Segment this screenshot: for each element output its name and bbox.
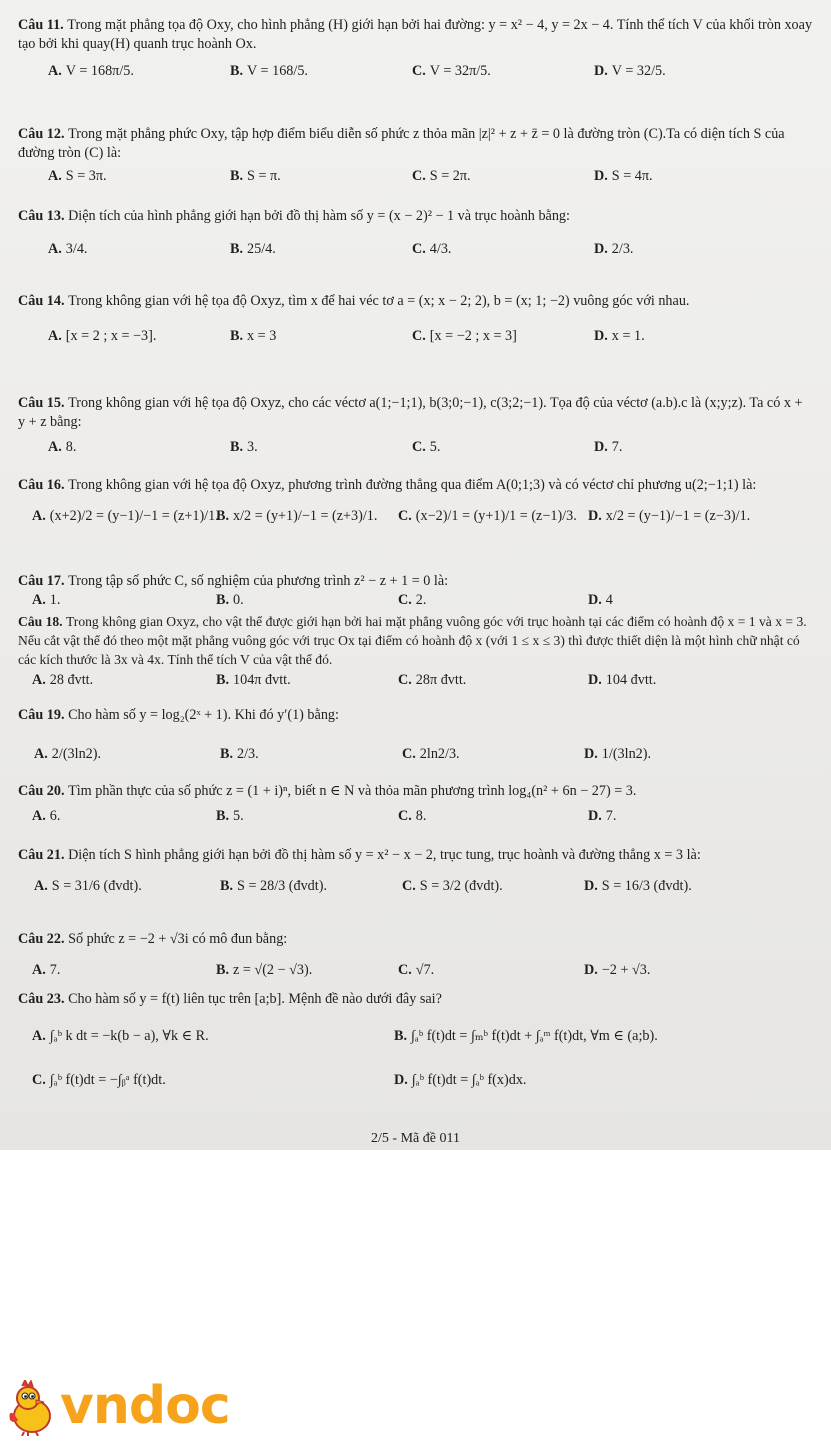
option-key: B.: [216, 672, 230, 688]
option-key: B.: [394, 1028, 408, 1044]
option-key: D.: [588, 592, 602, 608]
options-row: [18, 877, 818, 905]
question-label: Câu 22.: [18, 931, 69, 947]
option-c[interactable]: C. 5.: [412, 439, 441, 455]
question-label: Câu 18.: [18, 614, 66, 629]
option-key: B.: [220, 746, 234, 762]
option-key: A.: [48, 241, 62, 257]
option-key: B.: [230, 241, 244, 257]
question-stem: Câu 19. Cho hàm số y = log₂(2ˣ + 1). Khi đó y′(1) bằng:: [18, 707, 339, 723]
question-12: [18, 125, 818, 195]
option-key: C.: [412, 241, 426, 257]
question-20: [18, 782, 818, 835]
option-key: A.: [48, 328, 62, 344]
option-key: A.: [48, 63, 62, 79]
vndoc-logo[interactable]: [6, 1376, 236, 1436]
option-d[interactable]: D. S = 16/3 (đvdt).: [584, 878, 692, 894]
option-key: A.: [32, 1028, 46, 1044]
option-key: A.: [48, 439, 62, 455]
question-label: Câu 14.: [18, 293, 69, 309]
option-key: A.: [34, 746, 48, 762]
option-b[interactable]: B. V = 168/5.: [230, 63, 308, 79]
option-d[interactable]: D. 7.: [588, 808, 617, 824]
question-stem: Câu 23. Cho hàm số y = f(t) liên tục trên [a;b]. Mệnh đề nào dưới đây sai?: [18, 991, 442, 1007]
question-stem: Câu 20. Tìm phần thực của số phức z = (1 + i)ⁿ, biết n ∈ N và thỏa mãn phương trình log₄(n² + 6n − 27) = 3.: [18, 783, 637, 799]
option-key: D.: [588, 808, 602, 824]
question-18: [18, 612, 818, 699]
option-c[interactable]: C. S = 2π.: [412, 168, 471, 184]
option-key: C.: [398, 672, 412, 688]
option-key: C.: [412, 63, 426, 79]
option-c[interactable]: C. (x−2)/1 = (y+1)/1 = (z−1)/3.: [398, 508, 577, 524]
option-key: C.: [412, 168, 426, 184]
option-a[interactable]: A. [x = 2 ; x = −3].: [48, 328, 157, 344]
question-stem: Câu 17. Trong tập số phức C, số nghiệm của phương trình z² − z + 1 = 0 là:: [18, 573, 449, 589]
options-row: [18, 167, 818, 195]
option-c[interactable]: C. 2.: [398, 592, 427, 608]
options-row: [18, 671, 818, 699]
option-b[interactable]: B. S = π.: [230, 168, 281, 184]
question-label: Câu 13.: [18, 208, 69, 224]
option-key: A.: [48, 168, 62, 184]
option-d[interactable]: D. 1/(3ln2).: [584, 746, 652, 762]
option-key: A.: [34, 878, 48, 894]
options-row: [18, 961, 818, 989]
question-label: Câu 15.: [18, 395, 69, 411]
option-key: C.: [402, 746, 416, 762]
question-stem: Câu 14. Trong không gian với hệ tọa độ Oxyz, tìm x để hai véc tơ a = (x; x − 2; 2), b = (x; 1; −2) vuông góc với nhau.: [18, 293, 690, 309]
question-label: Câu 23.: [18, 991, 69, 1007]
option-b[interactable]: B. 104π đvtt.: [216, 672, 291, 688]
question-15: [18, 394, 818, 466]
option-b[interactable]: B. x = 3: [230, 328, 277, 344]
question-19: [18, 706, 818, 773]
option-c[interactable]: C. 4/3.: [412, 241, 452, 257]
options-row: [18, 327, 818, 355]
question-label: Câu 16.: [18, 477, 69, 493]
option-key: C.: [398, 808, 412, 824]
question-stem: Câu 21. Diện tích S hình phẳng giới hạn bởi đồ thị hàm số y = x² − x − 2, trục tung, trục hoành và đường thẳng x = 3 là:: [18, 847, 701, 863]
option-key: B.: [230, 168, 244, 184]
option-c[interactable]: C. [x = −2 ; x = 3]: [412, 328, 517, 344]
question-stem: Câu 16. Trong không gian với hệ tọa độ Oxyz, phương trình đường thẳng qua điểm A(0;1;3) và có véctơ chỉ phương u(2;−1;1) là:: [18, 477, 757, 493]
option-key: A.: [32, 672, 46, 688]
question-stem: Câu 11. Trong mặt phẳng tọa độ Oxy, cho hình phẳng (H) giới hạn bởi hai đường: y = x² − 4, y = 2x − 4. Tính thể tích V của khối tròn xoay tạo bởi khi quay(H) quanh trục hoành Ox.: [18, 17, 813, 52]
option-key: B.: [216, 808, 230, 824]
option-c[interactable]: C. V = 32π/5.: [412, 63, 491, 79]
question-22: [18, 930, 818, 989]
option-key: C.: [402, 878, 416, 894]
question-11: [18, 16, 818, 90]
option-key: C.: [398, 962, 412, 978]
option-c[interactable]: C. 8.: [398, 808, 427, 824]
option-a[interactable]: A. 6.: [32, 808, 61, 824]
option-key: D.: [588, 672, 602, 688]
chicken-mascot-icon: [6, 1380, 58, 1436]
option-a[interactable]: A. 28 đvtt.: [32, 672, 94, 688]
question-23: [18, 990, 818, 1099]
option-d[interactable]: D. 7.: [594, 439, 623, 455]
option-d[interactable]: D. x/2 = (y−1)/−1 = (z−3)/1.: [588, 508, 751, 524]
option-a[interactable]: A. 2/(3ln2).: [34, 746, 102, 762]
option-key: D.: [594, 241, 608, 257]
option-key: C.: [32, 1072, 46, 1088]
option-b[interactable]: B. z = √(2 − √3).: [216, 962, 313, 978]
option-b[interactable]: B. 2/3.: [220, 746, 259, 762]
option-key: D.: [594, 63, 608, 79]
option-a[interactable]: A. S = 31/6 (đvdt).: [34, 878, 142, 894]
options-row: [18, 62, 818, 90]
option-key: A.: [32, 808, 46, 824]
option-d[interactable]: D. S = 4π.: [594, 168, 653, 184]
options-row: [18, 1071, 818, 1099]
options-row: [18, 240, 818, 268]
option-key: B.: [230, 328, 244, 344]
option-d[interactable]: D. 4: [588, 592, 613, 608]
option-a[interactable]: A. V = 168π/5.: [48, 63, 134, 79]
option-b[interactable]: B. 5.: [216, 808, 244, 824]
question-21: [18, 846, 818, 905]
options-row: [18, 1027, 818, 1067]
option-key: B.: [230, 439, 244, 455]
option-d[interactable]: D. ∫ₐᵇ f(t)dt = ∫ₐᵇ f(x)dx.: [394, 1072, 527, 1088]
question-label: Câu 21.: [18, 847, 69, 863]
option-key: B.: [216, 592, 230, 608]
option-d[interactable]: D. −2 + √3.: [584, 962, 651, 978]
options-row: [18, 745, 818, 773]
option-key: C.: [412, 439, 426, 455]
options-row: [18, 507, 818, 535]
option-a[interactable]: A. S = 3π.: [48, 168, 107, 184]
question-stem: Câu 13. Diện tích của hình phẳng giới hạn bởi đồ thị hàm số y = (x − 2)² − 1 và trục hoành bằng:: [18, 208, 570, 224]
option-key: D.: [584, 878, 598, 894]
page-footer: 2/5 - Mã đề 011: [371, 1131, 460, 1146]
option-key: D.: [594, 328, 608, 344]
option-c[interactable]: C. 2ln2/3.: [402, 746, 460, 762]
option-key: D.: [594, 439, 608, 455]
options-row: [18, 438, 818, 466]
brand-wordmark: vndoc: [60, 1376, 230, 1436]
option-b[interactable]: B. 0.: [216, 592, 244, 608]
option-a[interactable]: A. 3/4.: [48, 241, 88, 257]
question-stem: Câu 15. Trong không gian với hệ tọa độ Oxyz, cho các véctơ a(1;−1;1), b(3;0;−1), c(3;2;−1). Tọa độ của véctơ (a.b).c là (x;y;z). Ta có x + y + z bằng:: [18, 395, 803, 430]
question-label: Câu 19.: [18, 707, 69, 723]
question-16: [18, 476, 818, 535]
option-key: D.: [584, 962, 598, 978]
question-stem: Câu 18. Trong không gian Oxyz, cho vật thể được giới hạn bởi hai mặt phẳng vuông góc với trục hoành tại các điểm có hoành độ x = 1 và x = 3. Nếu cắt vật thể đó theo một mặt phẳng vuông góc với trục Ox tại điểm có hoành độ x (với 1 ≤ x ≤ 3) thì được thiết diện là một hình chữ nhật có các kích thước là 3x và 4x. Tính thể tích V của vật thể đó.: [18, 614, 807, 667]
option-d[interactable]: D. 104 đvtt.: [588, 672, 657, 688]
option-a[interactable]: A. 1.: [32, 592, 61, 608]
option-c[interactable]: C. ∫ₐᵇ f(t)dt = −∫ᵦᵃ f(t)dt.: [32, 1072, 166, 1088]
option-key: A.: [32, 508, 46, 524]
option-key: D.: [588, 508, 602, 524]
option-key: D.: [394, 1072, 408, 1088]
question-stem: Câu 12. Trong mặt phẳng phức Oxy, tập hợp điểm biểu diễn số phức z thỏa mãn |z|² + z + z̄ = 0 là đường tròn (C).Ta có diện tích S của đường tròn (C) là:: [18, 126, 785, 161]
question-label: Câu 12.: [18, 126, 69, 142]
option-key: D.: [584, 746, 598, 762]
option-a[interactable]: A. (x+2)/2 = (y−1)/−1 = (z+1)/1.: [32, 508, 219, 524]
option-b[interactable]: B. 25/4.: [230, 241, 276, 257]
option-key: B.: [220, 878, 234, 894]
option-key: C.: [398, 592, 412, 608]
option-key: B.: [230, 63, 244, 79]
options-row: [18, 807, 818, 835]
option-key: C.: [398, 508, 412, 524]
question-label: Câu 11.: [18, 17, 68, 33]
option-b[interactable]: B. 3.: [230, 439, 258, 455]
option-a[interactable]: A. 8.: [48, 439, 77, 455]
question-stem: Câu 22. Số phức z = −2 + √3i có mô đun bằng:: [18, 931, 288, 947]
option-key: D.: [594, 168, 608, 184]
question-label: Câu 17.: [18, 573, 69, 589]
option-d[interactable]: D. x = 1.: [594, 328, 645, 344]
option-key: C.: [412, 328, 426, 344]
option-key: B.: [216, 962, 230, 978]
option-a[interactable]: A. 7.: [32, 962, 61, 978]
option-d[interactable]: D. 2/3.: [594, 241, 634, 257]
option-b[interactable]: B. ∫ₐᵇ f(t)dt = ∫ₘᵇ f(t)dt + ∫ₐᵐ f(t)dt, ∀m ∈ (a;b).: [394, 1028, 658, 1044]
option-a[interactable]: A. ∫ₐᵇ k dt = −k(b − a), ∀k ∈ R.: [32, 1028, 209, 1044]
option-d[interactable]: D. V = 32/5.: [594, 63, 666, 79]
option-key: B.: [216, 508, 230, 524]
option-key: A.: [32, 962, 46, 978]
option-b[interactable]: B. x/2 = (y+1)/−1 = (z+3)/1.: [216, 508, 378, 524]
option-b[interactable]: B. S = 28/3 (đvdt).: [220, 878, 327, 894]
option-key: A.: [32, 592, 46, 608]
question-13: [18, 207, 818, 268]
question-label: Câu 20.: [18, 783, 69, 799]
option-c[interactable]: C. 28π đvtt.: [398, 672, 467, 688]
question-14: [18, 292, 818, 355]
option-c[interactable]: C. S = 3/2 (đvdt).: [402, 878, 503, 894]
option-c[interactable]: C. √7.: [398, 962, 435, 978]
